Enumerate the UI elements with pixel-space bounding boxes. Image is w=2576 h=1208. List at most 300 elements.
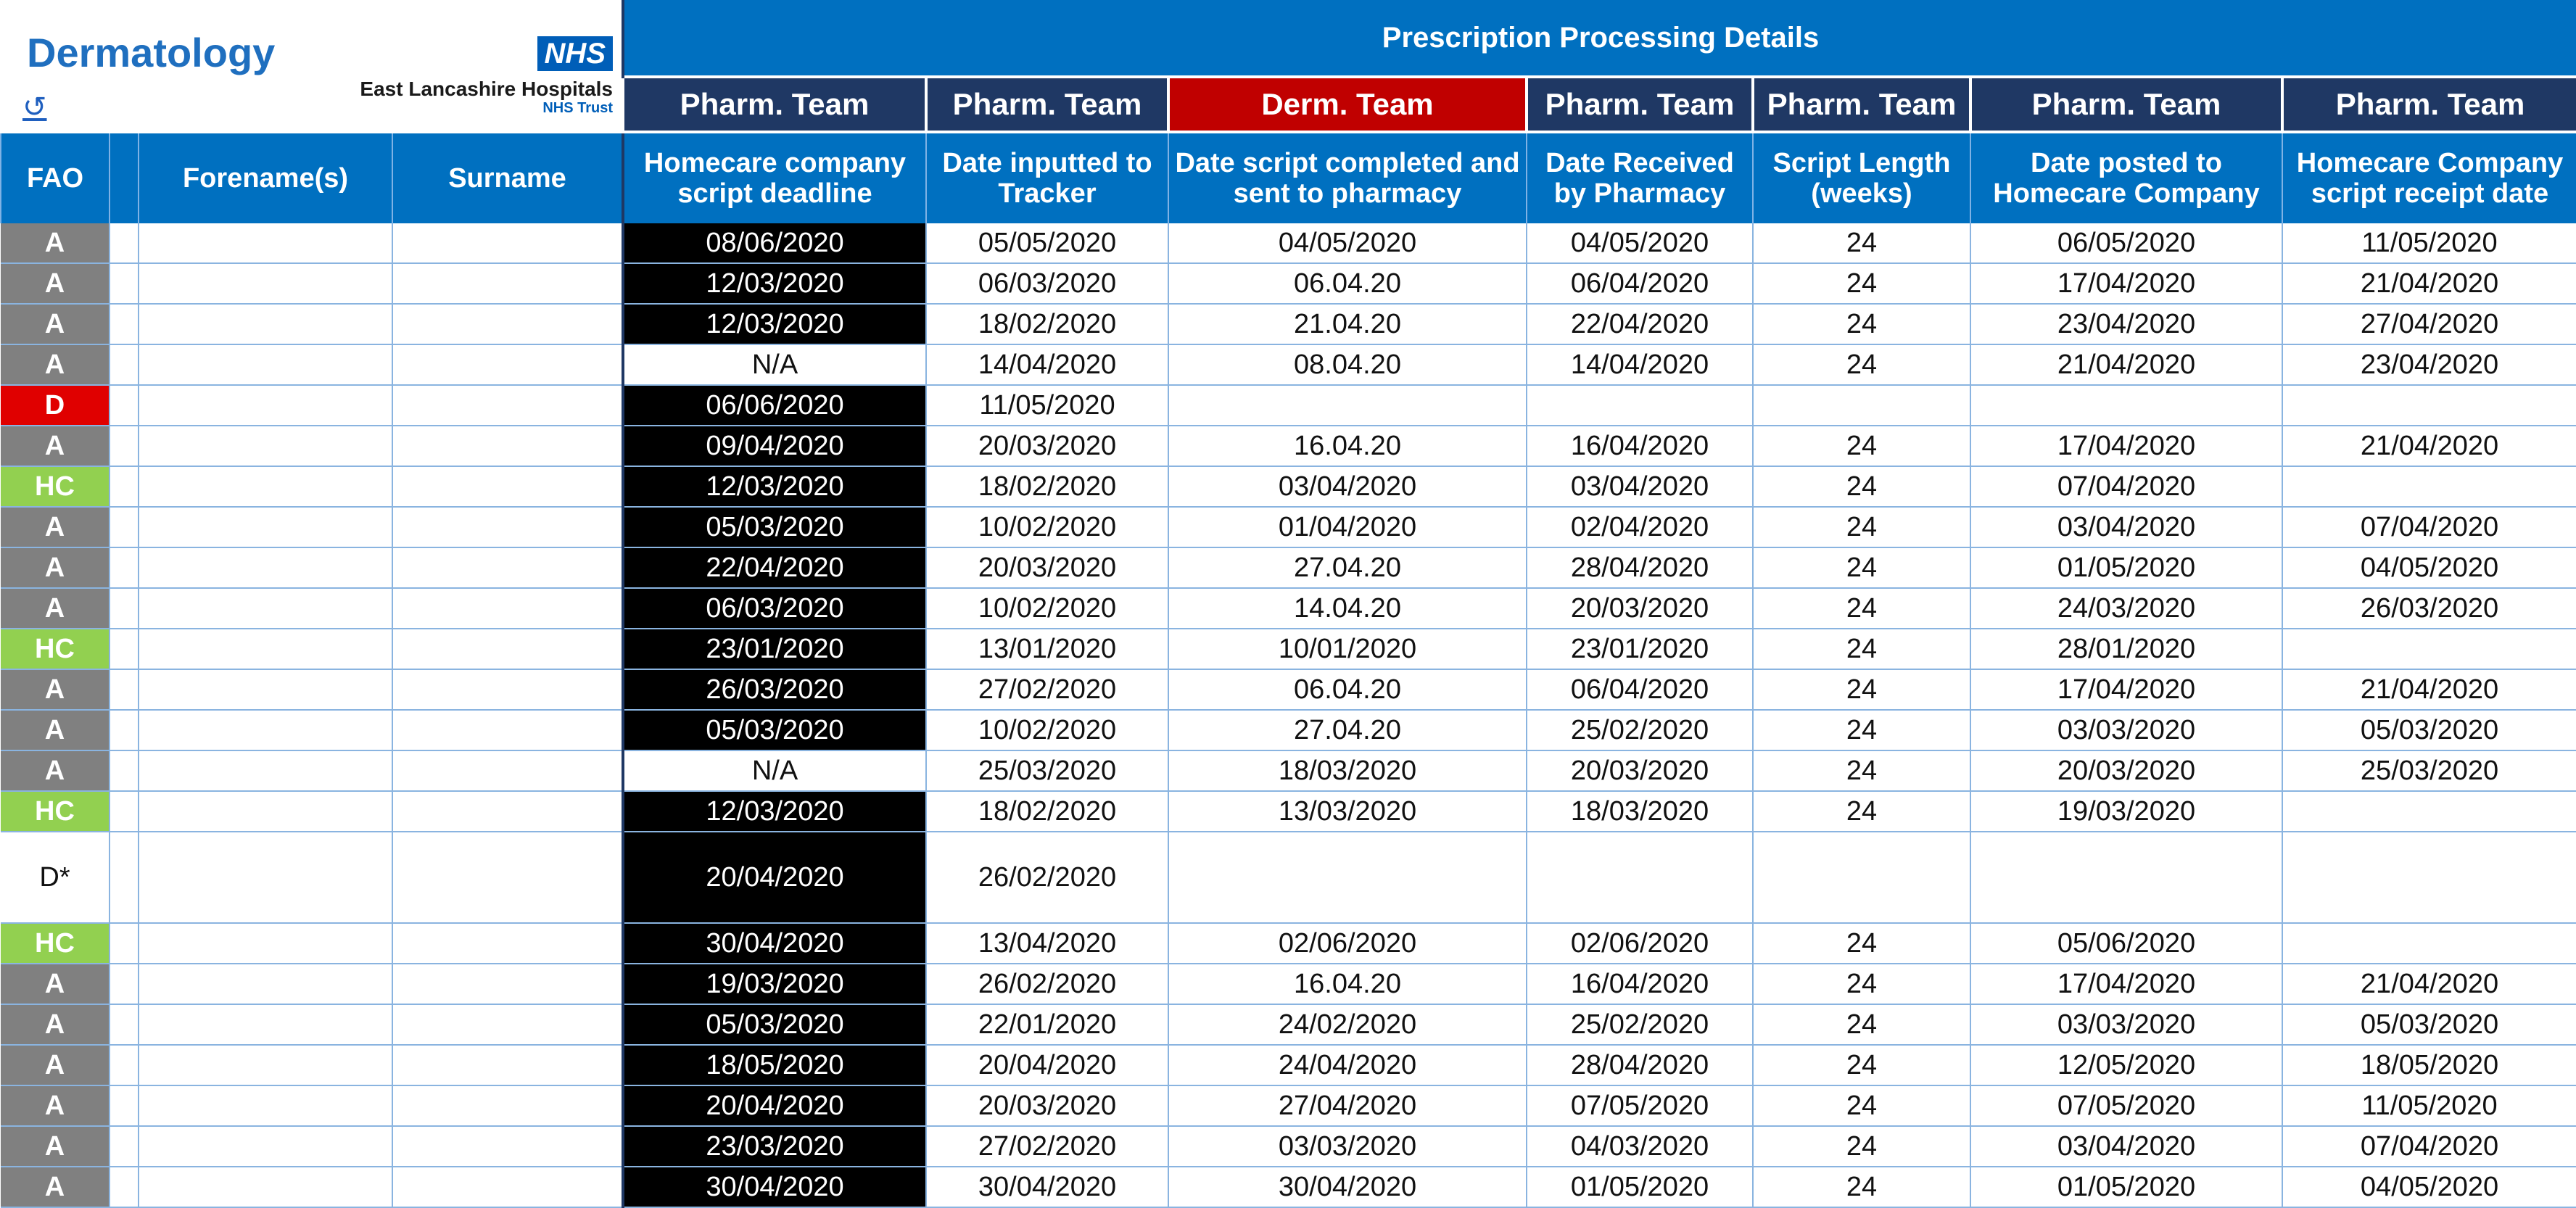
fao-cell[interactable]: A [1,223,110,263]
date-completed-cell[interactable]: 04/05/2020 [1168,223,1527,263]
receipt-date-cell[interactable]: 25/03/2020 [2282,750,2576,791]
trust-name [360,80,613,117]
spacer-cell[interactable] [110,547,139,588]
receipt-date-cell[interactable]: 27/04/2020 [2282,304,2576,344]
spacer-cell[interactable] [110,750,139,791]
script-length-cell[interactable] [1753,385,1970,426]
date-received-cell[interactable]: 16/04/2020 [1527,426,1753,466]
table-row [1,629,2576,669]
date-posted-cell[interactable]: 01/05/2020 [1970,1167,2282,1207]
forename-cell[interactable] [139,1045,392,1085]
script-length-cell[interactable]: 24 [1753,263,1970,304]
receipt-date-cell[interactable]: 05/03/2020 [2282,1004,2576,1045]
forename-cell[interactable] [139,1085,392,1126]
spacer-cell[interactable] [110,832,139,923]
fao-cell[interactable]: A [1,750,110,791]
date-received-cell[interactable] [1527,385,1753,426]
script-length-cell[interactable]: 24 [1753,923,1970,964]
spacer-cell[interactable] [110,304,139,344]
surname-cell[interactable] [392,344,623,385]
deadline-cell[interactable]: 30/04/2020 [623,1167,926,1207]
date-received-cell[interactable]: 20/03/2020 [1527,750,1753,791]
col-header-script-length[interactable]: Script Length (weeks) [1753,132,1970,223]
forename-cell[interactable] [139,344,392,385]
date-inputted-cell[interactable]: 20/03/2020 [926,547,1168,588]
script-length-cell[interactable]: 24 [1753,466,1970,507]
date-received-cell[interactable]: 04/05/2020 [1527,223,1753,263]
script-length-cell[interactable]: 24 [1753,710,1970,750]
table-row [1,223,2576,263]
spacer-cell[interactable] [110,466,139,507]
script-length-cell[interactable]: 24 [1753,304,1970,344]
fao-cell[interactable]: HC [1,629,110,669]
script-length-cell[interactable]: 24 [1753,426,1970,466]
date-completed-cell[interactable]: 06.04.20 [1168,669,1527,710]
deadline-cell[interactable]: 05/03/2020 [623,1004,926,1045]
date-inputted-cell[interactable]: 14/04/2020 [926,344,1168,385]
surname-cell[interactable] [392,750,623,791]
receipt-date-cell[interactable]: 21/04/2020 [2282,263,2576,304]
deadline-cell[interactable]: 18/05/2020 [623,1045,926,1085]
script-length-cell[interactable]: 24 [1753,750,1970,791]
date-completed-cell[interactable]: 27.04.20 [1168,547,1527,588]
date-posted-cell[interactable]: 07/04/2020 [1970,466,2282,507]
col-header-receipt-date[interactable]: Homecare Company script receipt date [2282,132,2576,223]
col-header-date-inputted[interactable]: Date inputted to Tracker [926,132,1168,223]
spacer-cell[interactable] [110,791,139,832]
date-inputted-cell[interactable]: 26/02/2020 [926,832,1168,923]
date-completed-cell[interactable]: 21.04.20 [1168,304,1527,344]
fao-cell[interactable]: A [1,1004,110,1045]
deadline-cell[interactable]: 06/03/2020 [623,588,926,629]
forename-cell[interactable] [139,750,392,791]
fao-cell[interactable]: A [1,263,110,304]
date-posted-cell[interactable]: 17/04/2020 [1970,263,2282,304]
fao-cell[interactable]: HC [1,466,110,507]
deadline-cell[interactable]: 12/03/2020 [623,791,926,832]
date-received-cell[interactable]: 22/04/2020 [1527,304,1753,344]
deadline-cell[interactable]: 05/03/2020 [623,710,926,750]
date-posted-cell[interactable]: 23/04/2020 [1970,304,2282,344]
receipt-date-cell[interactable]: 05/03/2020 [2282,710,2576,750]
date-posted-cell[interactable] [1970,385,2282,426]
date-posted-cell[interactable]: 28/01/2020 [1970,629,2282,669]
script-length-cell[interactable]: 24 [1753,669,1970,710]
receipt-date-cell[interactable]: 21/04/2020 [2282,426,2576,466]
fao-cell[interactable]: A [1,669,110,710]
receipt-date-cell[interactable]: 04/05/2020 [2282,1167,2576,1207]
col-header-date-posted[interactable]: Date posted to Homecare Company [1970,132,2282,223]
table-row [1,710,2576,750]
deadline-cell[interactable]: 09/04/2020 [623,426,926,466]
date-completed-cell[interactable]: 02/06/2020 [1168,923,1527,964]
fao-cell[interactable]: A [1,1045,110,1085]
refresh-icon[interactable]: ↺ [22,91,47,123]
date-inputted-cell[interactable]: 20/04/2020 [926,1045,1168,1085]
date-posted-cell[interactable]: 17/04/2020 [1970,669,2282,710]
surname-cell[interactable] [392,923,623,964]
surname-cell[interactable] [392,426,623,466]
date-received-cell[interactable]: 06/04/2020 [1527,263,1753,304]
date-completed-cell[interactable]: 10/01/2020 [1168,629,1527,669]
fao-cell[interactable]: A [1,1167,110,1207]
table-row [1,1126,2576,1167]
date-inputted-cell[interactable]: 13/01/2020 [926,629,1168,669]
forename-cell[interactable] [139,710,392,750]
deadline-cell[interactable]: 23/01/2020 [623,629,926,669]
surname-cell[interactable] [392,385,623,426]
surname-cell[interactable] [392,588,623,629]
date-completed-cell[interactable]: 24/02/2020 [1168,1004,1527,1045]
spacer-cell[interactable] [110,263,139,304]
script-length-cell[interactable]: 24 [1753,1045,1970,1085]
table-row [1,426,2576,466]
forename-cell[interactable] [139,223,392,263]
date-posted-cell[interactable] [1970,832,2282,923]
fao-cell[interactable]: A [1,1085,110,1126]
date-posted-cell[interactable]: 05/06/2020 [1970,923,2282,964]
date-inputted-cell[interactable]: 26/02/2020 [926,964,1168,1004]
date-received-cell[interactable]: 25/02/2020 [1527,710,1753,750]
date-inputted-cell[interactable]: 18/02/2020 [926,791,1168,832]
receipt-date-cell[interactable] [2282,832,2576,923]
date-inputted-cell[interactable]: 10/02/2020 [926,507,1168,547]
surname-cell[interactable] [392,223,623,263]
forename-cell[interactable] [139,588,392,629]
date-received-cell[interactable]: 16/04/2020 [1527,964,1753,1004]
col-header-forename[interactable]: Forename(s) [139,132,392,223]
date-posted-cell[interactable]: 01/05/2020 [1970,547,2282,588]
surname-cell[interactable] [392,547,623,588]
forename-cell[interactable] [139,669,392,710]
col-header-fao[interactable]: FAO [1,132,110,223]
surname-cell[interactable] [392,1004,623,1045]
surname-cell[interactable] [392,466,623,507]
col-header-spacer [110,132,139,223]
team-label: Pharm. Team [1527,77,1753,132]
receipt-date-cell[interactable]: 21/04/2020 [2282,669,2576,710]
deadline-cell[interactable]: 22/04/2020 [623,547,926,588]
receipt-date-cell[interactable]: 07/04/2020 [2282,507,2576,547]
receipt-date-cell[interactable]: 07/04/2020 [2282,1126,2576,1167]
receipt-date-cell[interactable] [2282,629,2576,669]
date-completed-cell[interactable]: 13/03/2020 [1168,791,1527,832]
forename-cell[interactable] [139,1167,392,1207]
table-body [1,223,2576,1207]
team-label: Pharm. Team [1970,77,2282,132]
date-received-cell[interactable]: 02/06/2020 [1527,923,1753,964]
table-row [1,304,2576,344]
date-received-cell[interactable]: 28/04/2020 [1527,1045,1753,1085]
spacer-cell[interactable] [110,344,139,385]
date-completed-cell[interactable]: 16.04.20 [1168,964,1527,1004]
table-row [1,669,2576,710]
date-received-cell[interactable]: 07/05/2020 [1527,1085,1753,1126]
spacer-cell[interactable] [110,1085,139,1126]
date-received-cell[interactable]: 03/04/2020 [1527,466,1753,507]
receipt-date-cell[interactable]: 04/05/2020 [2282,547,2576,588]
script-length-cell[interactable]: 24 [1753,1167,1970,1207]
deadline-cell[interactable]: 20/04/2020 [623,1085,926,1126]
forename-cell[interactable] [139,466,392,507]
page-title: Dermatology [27,30,276,75]
surname-cell[interactable] [392,507,623,547]
receipt-date-cell[interactable] [2282,385,2576,426]
fao-cell[interactable]: A [1,964,110,1004]
deadline-cell[interactable]: N/A [623,750,926,791]
surname-cell[interactable] [392,710,623,750]
forename-cell[interactable] [139,923,392,964]
spacer-cell[interactable] [110,588,139,629]
spacer-cell[interactable] [110,1004,139,1045]
date-posted-cell[interactable]: 17/04/2020 [1970,426,2282,466]
date-inputted-cell[interactable]: 06/03/2020 [926,263,1168,304]
date-completed-cell[interactable]: 08.04.20 [1168,344,1527,385]
table-row [1,964,2576,1004]
date-received-cell[interactable]: 02/04/2020 [1527,507,1753,547]
col-header-date-completed[interactable]: Date script completed and sent to pharmacy [1168,132,1527,223]
script-length-cell[interactable]: 24 [1753,588,1970,629]
table-row [1,1085,2576,1126]
deadline-cell[interactable]: 26/03/2020 [623,669,926,710]
forename-cell[interactable] [139,263,392,304]
spacer-cell[interactable] [110,385,139,426]
fao-cell[interactable]: A [1,588,110,629]
fao-cell[interactable]: D* [1,832,110,923]
fao-cell[interactable]: A [1,304,110,344]
date-posted-cell[interactable]: 24/03/2020 [1970,588,2282,629]
script-length-cell[interactable]: 24 [1753,629,1970,669]
date-inputted-cell[interactable]: 18/02/2020 [926,466,1168,507]
table-row [1,1167,2576,1207]
receipt-date-cell[interactable]: 23/04/2020 [2282,344,2576,385]
table-row [1,344,2576,385]
script-length-cell[interactable]: 24 [1753,547,1970,588]
date-completed-cell[interactable]: 27/04/2020 [1168,1085,1527,1126]
date-inputted-cell[interactable]: 13/04/2020 [926,923,1168,964]
table-row [1,507,2576,547]
forename-cell[interactable] [139,1004,392,1045]
surname-cell[interactable] [392,1126,623,1167]
team-label: Pharm. Team [2282,77,2576,132]
date-received-cell[interactable]: 14/04/2020 [1527,344,1753,385]
script-length-cell[interactable]: 24 [1753,223,1970,263]
table-row [1,923,2576,964]
spacer-cell[interactable] [110,1126,139,1167]
date-received-cell[interactable]: 04/03/2020 [1527,1126,1753,1167]
date-completed-cell[interactable]: 06.04.20 [1168,263,1527,304]
date-inputted-cell[interactable]: 30/04/2020 [926,1167,1168,1207]
table-row [1,385,2576,426]
script-length-cell[interactable]: 24 [1753,1004,1970,1045]
trust-name-main: East Lancashire Hospitals [360,78,613,100]
spacer-cell[interactable] [110,964,139,1004]
fao-cell[interactable]: A [1,547,110,588]
date-posted-cell[interactable]: 21/04/2020 [1970,344,2282,385]
table-row [1,466,2576,507]
spacer-cell[interactable] [110,223,139,263]
script-length-cell[interactable]: 24 [1753,791,1970,832]
deadline-cell[interactable]: 12/03/2020 [623,466,926,507]
forename-cell[interactable] [139,791,392,832]
date-completed-cell[interactable]: 14.04.20 [1168,588,1527,629]
deadline-cell[interactable]: 12/03/2020 [623,304,926,344]
date-posted-cell[interactable]: 20/03/2020 [1970,750,2282,791]
date-inputted-cell[interactable]: 27/02/2020 [926,1126,1168,1167]
script-length-cell[interactable] [1753,832,1970,923]
date-posted-cell[interactable]: 17/04/2020 [1970,964,2282,1004]
forename-cell[interactable] [139,964,392,1004]
receipt-date-cell[interactable] [2282,466,2576,507]
surname-cell[interactable] [392,304,623,344]
deadline-cell[interactable]: 23/03/2020 [623,1126,926,1167]
date-completed-cell[interactable]: 24/04/2020 [1168,1045,1527,1085]
date-received-cell[interactable]: 28/04/2020 [1527,547,1753,588]
spacer-cell[interactable] [110,629,139,669]
date-posted-cell[interactable]: 03/04/2020 [1970,1126,2282,1167]
date-completed-cell[interactable] [1168,832,1527,923]
spacer-cell[interactable] [110,426,139,466]
table-row [1,750,2576,791]
receipt-date-cell[interactable]: 11/05/2020 [2282,1085,2576,1126]
date-inputted-cell[interactable]: 18/02/2020 [926,304,1168,344]
fao-cell[interactable]: D [1,385,110,426]
spacer-cell[interactable] [110,1045,139,1085]
spacer-cell[interactable] [110,710,139,750]
surname-cell[interactable] [392,669,623,710]
date-completed-cell[interactable]: 03/04/2020 [1168,466,1527,507]
date-received-cell[interactable]: 23/01/2020 [1527,629,1753,669]
table-row [1,263,2576,304]
date-received-cell[interactable]: 20/03/2020 [1527,588,1753,629]
surname-cell[interactable] [392,964,623,1004]
deadline-cell[interactable]: 19/03/2020 [623,964,926,1004]
forename-cell[interactable] [139,547,392,588]
col-header-deadline[interactable]: Homecare company script deadline [623,132,926,223]
deadline-cell[interactable]: N/A [623,344,926,385]
fao-cell[interactable]: A [1,426,110,466]
date-inputted-cell[interactable]: 20/03/2020 [926,426,1168,466]
receipt-date-cell[interactable]: 18/05/2020 [2282,1045,2576,1085]
fao-cell[interactable]: A [1,344,110,385]
receipt-date-cell[interactable] [2282,923,2576,964]
date-inputted-cell[interactable]: 10/02/2020 [926,710,1168,750]
team-label: Pharm. Team [926,77,1168,132]
date-completed-cell[interactable]: 30/04/2020 [1168,1167,1527,1207]
date-received-cell[interactable]: 25/02/2020 [1527,1004,1753,1045]
date-inputted-cell[interactable]: 27/02/2020 [926,669,1168,710]
date-completed-cell[interactable]: 16.04.20 [1168,426,1527,466]
team-label-derm: Derm. Team [1168,77,1527,132]
fao-cell[interactable]: A [1,1126,110,1167]
table-row [1,1004,2576,1045]
deadline-cell[interactable]: 12/03/2020 [623,263,926,304]
surname-cell[interactable] [392,263,623,304]
receipt-date-cell[interactable]: 21/04/2020 [2282,964,2576,1004]
script-length-cell[interactable]: 24 [1753,344,1970,385]
date-received-cell[interactable]: 06/04/2020 [1527,669,1753,710]
trust-name-sub: NHS Trust [542,100,613,116]
script-length-cell[interactable]: 24 [1753,964,1970,1004]
date-posted-cell[interactable]: 03/03/2020 [1970,710,2282,750]
date-inputted-cell[interactable]: 25/03/2020 [926,750,1168,791]
spacer-cell[interactable] [110,923,139,964]
date-received-cell[interactable]: 01/05/2020 [1527,1167,1753,1207]
forename-cell[interactable] [139,832,392,923]
date-received-cell[interactable]: 18/03/2020 [1527,791,1753,832]
date-inputted-cell[interactable]: 05/05/2020 [926,223,1168,263]
date-posted-cell[interactable]: 03/04/2020 [1970,507,2282,547]
forename-cell[interactable] [139,629,392,669]
deadline-cell[interactable]: 06/06/2020 [623,385,926,426]
forename-cell[interactable] [139,304,392,344]
date-inputted-cell[interactable]: 22/01/2020 [926,1004,1168,1045]
surname-cell[interactable] [392,832,623,923]
deadline-cell[interactable]: 30/04/2020 [623,923,926,964]
table-row [1,832,2576,923]
team-label: Pharm. Team [1753,77,1970,132]
fao-cell[interactable]: HC [1,923,110,964]
table-row [1,791,2576,832]
surname-cell[interactable] [392,1085,623,1126]
deadline-cell[interactable]: 20/04/2020 [623,832,926,923]
date-posted-cell[interactable]: 07/05/2020 [1970,1085,2282,1126]
table-row [1,547,2576,588]
surname-cell[interactable] [392,1045,623,1085]
forename-cell[interactable] [139,426,392,466]
spacer-cell[interactable] [110,1167,139,1207]
spacer-cell[interactable] [110,507,139,547]
date-completed-cell[interactable]: 03/03/2020 [1168,1126,1527,1167]
surname-cell[interactable] [392,629,623,669]
date-posted-cell[interactable]: 12/05/2020 [1970,1045,2282,1085]
section-title: Prescription Processing Details [623,0,2576,77]
fao-cell[interactable]: A [1,710,110,750]
date-inputted-cell[interactable]: 20/03/2020 [926,1085,1168,1126]
date-completed-cell[interactable] [1168,385,1527,426]
date-inputted-cell[interactable]: 10/02/2020 [926,588,1168,629]
date-completed-cell[interactable]: 18/03/2020 [1168,750,1527,791]
fao-cell[interactable]: HC [1,791,110,832]
date-completed-cell[interactable]: 27.04.20 [1168,710,1527,750]
date-posted-cell[interactable]: 06/05/2020 [1970,223,2282,263]
receipt-date-cell[interactable] [2282,791,2576,832]
deadline-cell[interactable]: 08/06/2020 [623,223,926,263]
script-length-cell[interactable]: 24 [1753,1085,1970,1126]
col-header-surname[interactable]: Surname [392,132,623,223]
receipt-date-cell[interactable]: 26/03/2020 [2282,588,2576,629]
script-length-cell[interactable]: 24 [1753,1126,1970,1167]
col-header-date-received[interactable]: Date Received by Pharmacy [1527,132,1753,223]
date-completed-cell[interactable]: 01/04/2020 [1168,507,1527,547]
surname-cell[interactable] [392,791,623,832]
forename-cell[interactable] [139,1126,392,1167]
table-row [1,1045,2576,1085]
date-posted-cell[interactable]: 19/03/2020 [1970,791,2282,832]
forename-cell[interactable] [139,385,392,426]
date-inputted-cell[interactable]: 11/05/2020 [926,385,1168,426]
script-length-cell[interactable]: 24 [1753,507,1970,547]
forename-cell[interactable] [139,507,392,547]
surname-cell[interactable] [392,1167,623,1207]
date-posted-cell[interactable]: 03/03/2020 [1970,1004,2282,1045]
deadline-cell[interactable]: 05/03/2020 [623,507,926,547]
receipt-date-cell[interactable]: 11/05/2020 [2282,223,2576,263]
fao-cell[interactable]: A [1,507,110,547]
date-received-cell[interactable] [1527,832,1753,923]
spacer-cell[interactable] [110,669,139,710]
brand-area [1,0,623,132]
